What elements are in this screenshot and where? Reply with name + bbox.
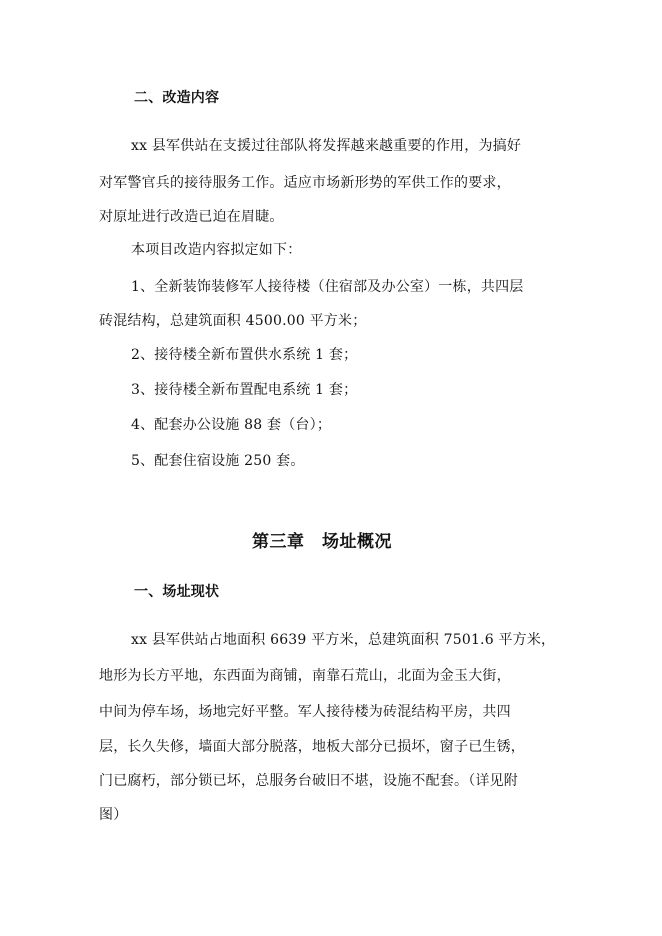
plan-item-4: 4、配套办公设施 88 套（台）； bbox=[131, 417, 332, 433]
intro-line-3: 对原址进行改造已迫在眉睫。 bbox=[99, 209, 284, 225]
intro-line-2: 对军警官兵的接待服务工作。适应市场新形势的军供工作的要求， bbox=[99, 175, 511, 191]
plan-item-5: 5、配套住宿设施 250 套。 bbox=[131, 453, 305, 469]
site-paragraph-line-6: 图） bbox=[99, 807, 128, 823]
chapter-title: 第三章 场址概况 bbox=[252, 532, 392, 552]
plan-item-1: 1、全新装饰装修军人接待楼（住宿部及办公室）一栋，共四层 bbox=[131, 279, 524, 295]
section-heading-site-status: 一、场址现状 bbox=[134, 584, 220, 600]
plan-item-1-continued: 砖混结构，总建筑面积 4500.00 平方米； bbox=[99, 313, 367, 329]
site-paragraph-line-5: 门已腐朽，部分锁已坏，总服务台破旧不堪，设施不配套。（详见附 bbox=[99, 773, 518, 789]
site-paragraph-line-4: 层，长久失修，墙面大部分脱落，地板大部分已损坏，窗子已生锈， bbox=[99, 739, 525, 755]
plan-item-2: 2、接待楼全新布置供水系统 1 套； bbox=[131, 347, 358, 363]
intro-line-1: xx 县军供站在支援过往部队将发挥越来越重要的作用，为搞好 bbox=[131, 138, 522, 154]
plan-item-3: 3、接待楼全新布置配电系统 1 套； bbox=[131, 382, 358, 398]
section-heading-renovation: 二、改造内容 bbox=[134, 90, 220, 106]
plan-intro: 本项目改造内容拟定如下： bbox=[131, 242, 302, 258]
site-paragraph-line-3: 中间为停车场，场地完好平整。军人接待楼为砖混结构平房，共四 bbox=[99, 704, 511, 720]
site-paragraph-line-1: xx 县军供站占地面积 6639 平方米，总建筑面积 7501.6 平方米， bbox=[131, 632, 556, 648]
site-paragraph-line-2: 地形为长方平地，东西面为商铺，南靠石荒山，北面为金玉大街， bbox=[99, 668, 511, 684]
